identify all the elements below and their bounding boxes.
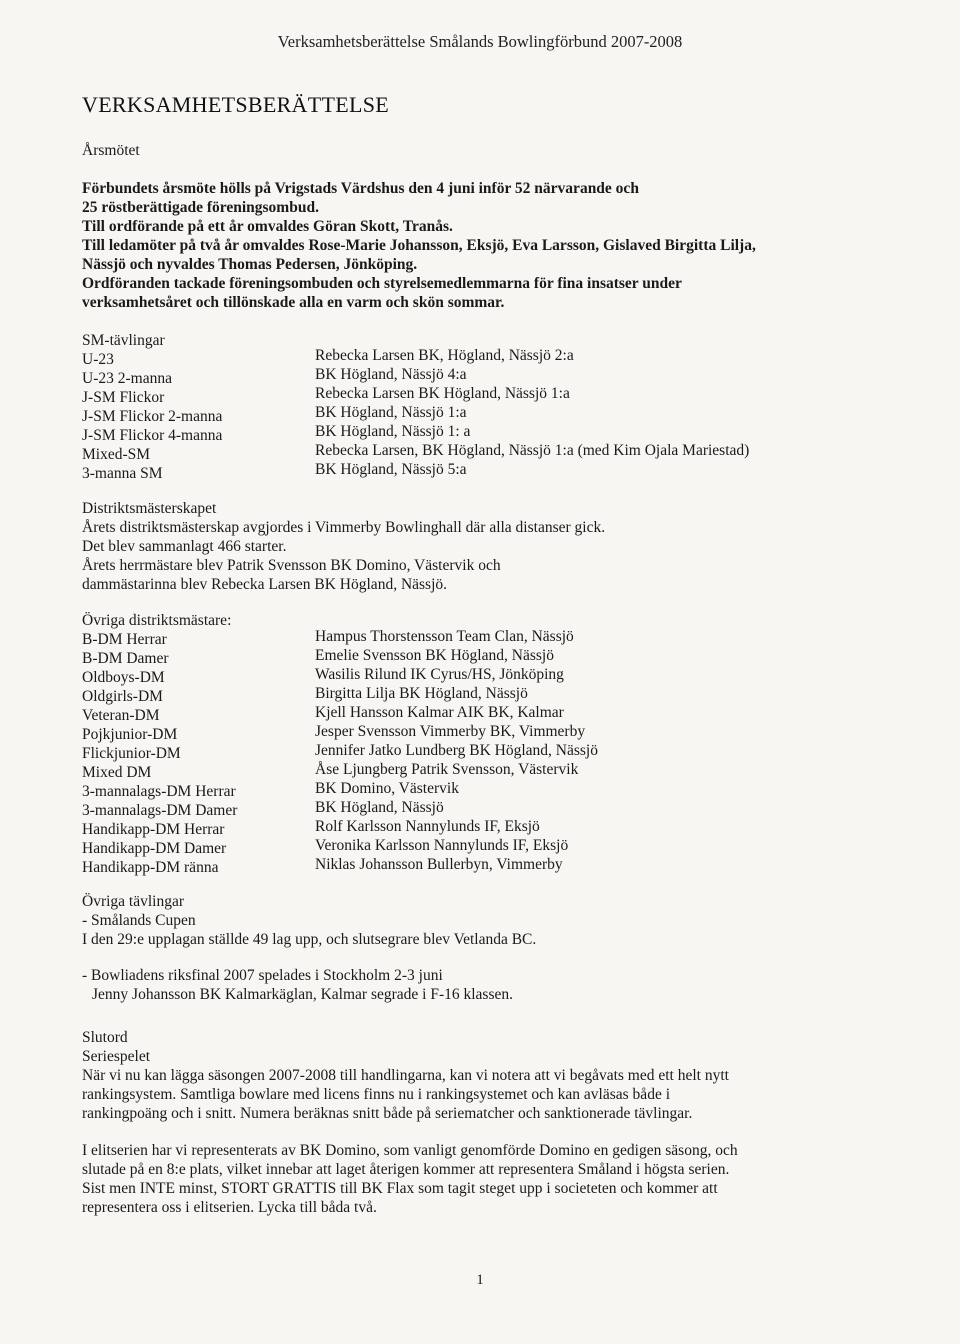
dm-event: Flickjunior-DM [82, 745, 181, 762]
dm-event: Handikapp-DM Herrar [82, 821, 225, 838]
dm-event: Veteran-DM [82, 707, 160, 724]
arsmotet-line: Ordföranden tackade föreningsombuden och styrelsemedlemmarna för fina insatser under [82, 275, 682, 292]
sm-event: J-SM Flickor 4-manna [82, 427, 223, 444]
sm-result: BK Högland, Nässjö 1: a [315, 423, 471, 440]
dm-winner: Birgitta Lilja BK Högland, Nässjö [315, 685, 528, 702]
dm-event: B-DM Damer [82, 650, 169, 667]
dm-winner: Emelie Svensson BK Högland, Nässjö [315, 647, 554, 664]
page-number: 1 [476, 1272, 484, 1288]
dm-event: Handikapp-DM ränna [82, 859, 219, 876]
dm-event: Oldgirls-DM [82, 688, 163, 705]
dm-winner: BK Högland, Nässjö [315, 799, 444, 816]
document-title: VERKSAMHETSBERÄTTELSE [82, 92, 389, 117]
distrikt-heading: Distriktsmästerskapet [82, 500, 217, 517]
sm-result: BK Högland, Nässjö 5:a [315, 461, 467, 478]
sm-event: J-SM Flickor 2-manna [82, 408, 223, 425]
dm-event: 3-mannalags-DM Damer [82, 802, 238, 819]
smalands-cupen-title: - Smålands Cupen [82, 912, 196, 929]
arsmotet-line: 25 röstberättigade föreningsombud. [82, 199, 319, 216]
dm-winner: Jennifer Jatko Lundberg BK Högland, Nässjö [315, 742, 598, 759]
distrikt-line: dammästarinna blev Rebecka Larsen BK Högland, Nässjö. [82, 576, 448, 593]
arsmotet-line: verksamhetsåret och tillönskade alla en varm och skön sommar. [82, 294, 505, 311]
sm-event: U-23 2-manna [82, 370, 172, 387]
elitserien-paragraph-line: slutade på en 8:e plats, vilket innebar att laget återigen kommer att representera Småland i högsta serien. [82, 1161, 730, 1178]
dm-event: Handikapp-DM Damer [82, 840, 227, 857]
slutord-paragraph-line: När vi nu kan lägga säsongen 2007-2008 till handlingarna, kan vi notera att vi begåvats med ett helt nytt [82, 1067, 729, 1084]
sm-result: BK Högland, Nässjö 1:a [315, 404, 467, 421]
distrikt-line: Årets distriktsmästerskap avgjordes i Vimmerby Bowlinghall där alla distanser gick. [82, 519, 606, 536]
riksfinal-line: - Bowliadens riksfinal 2007 spelades i Stockholm 2-3 juni [82, 967, 443, 984]
slutord-paragraph-line: rankingsystem. Samtliga bowlare med licens finns nu i rankingsystemet och kan avläsas både i [82, 1086, 671, 1103]
sm-event: 3-manna SM [82, 465, 163, 482]
distrikt-line: Det blev sammanlagt 466 starter. [82, 538, 287, 555]
ovriga-tavlingar-heading: Övriga tävlingar [82, 893, 185, 910]
sm-heading: SM-tävlingar [82, 332, 165, 349]
dm-winner: Åse Ljungberg Patrik Svensson, Västervik [315, 761, 579, 778]
dm-winner: Wasilis Rilund IK Cyrus/HS, Jönköping [315, 666, 564, 683]
dm-winner: Niklas Johansson Bullerbyn, Vimmerby [315, 856, 563, 873]
dm-winner: Veronika Karlsson Nannylunds IF, Eksjö [315, 837, 569, 854]
dm-winner: Jesper Svensson Vimmerby BK, Vimmerby [315, 723, 586, 740]
sm-event: J-SM Flickor [82, 389, 165, 406]
sm-result: BK Högland, Nässjö 4:a [315, 366, 467, 383]
slutord-heading: Slutord [82, 1029, 128, 1046]
sm-event: Mixed-SM [82, 446, 151, 463]
elitserien-paragraph-line: representera oss i elitserien. Lycka till båda två. [82, 1199, 377, 1216]
dm-event: Pojkjunior-DM [82, 726, 178, 743]
sm-event: U-23 [82, 351, 114, 368]
sm-result: Rebecka Larsen BK Högland, Nässjö 1:a [315, 385, 570, 402]
dm-event: 3-mannalags-DM Herrar [82, 783, 236, 800]
ovriga-dm-heading: Övriga distriktsmästare: [82, 612, 232, 629]
sm-result: Rebecka Larsen, BK Högland, Nässjö 1:a (med Kim Ojala Mariestad) [315, 442, 750, 459]
dm-event: Mixed DM [82, 764, 152, 781]
arsmotet-line: Förbundets årsmöte hölls på Vrigstads Värdshus den 4 juni inför 52 närvarande och [82, 180, 639, 197]
slutord-paragraph-line: rankingpoäng och i snitt. Numera beräknas snitt både på seriematcher och sanktionerade tävlingar. [82, 1105, 693, 1122]
smalands-cupen-text: I den 29:e upplagan ställde 49 lag upp, och slutsegrare blev Vetlanda BC. [82, 931, 537, 948]
arsmotet-line: Nässjö och nyvaldes Thomas Pedersen, Jönköping. [82, 256, 418, 273]
elitserien-paragraph-line: I elitserien har vi representerats av BK Domino, som vanligt genomförde Domino en gedigen säsong, och [82, 1142, 738, 1159]
riksfinal-winner-line: Jenny Johansson BK Kalmarkäglan, Kalmar segrade i F-16 klassen. [92, 986, 513, 1003]
dm-winner: BK Domino, Västervik [315, 780, 459, 797]
seriespelet-subheading: Seriespelet [82, 1048, 151, 1065]
dm-event: Oldboys-DM [82, 669, 165, 686]
running-header: Verksamhetsberättelse Smålands Bowlingförbund 2007-2008 [277, 32, 683, 51]
dm-event: B-DM Herrar [82, 631, 167, 648]
dm-winner: Rolf Karlsson Nannylunds IF, Eksjö [315, 818, 540, 835]
dm-winner: Hampus Thorstensson Team Clan, Nässjö [315, 628, 574, 645]
elitserien-paragraph-line: Sist men INTE minst, STORT GRATTIS till BK Flax som tagit steget upp i societeten och kommer att [82, 1180, 718, 1197]
sm-result: Rebecka Larsen BK, Högland, Nässjö 2:a [315, 347, 574, 364]
arsmotet-line: Till ordförande på ett år omvaldes Göran Skott, Tranås. [82, 218, 453, 235]
arsmotet-heading: Årsmötet [82, 142, 140, 159]
distrikt-line: Årets herrmästare blev Patrik Svensson BK Domino, Västervik och [82, 557, 501, 574]
dm-winner: Kjell Hansson Kalmar AIK BK, Kalmar [315, 704, 564, 721]
arsmotet-line: Till ledamöter på två år omvaldes Rose-Marie Johansson, Eksjö, Eva Larsson, Gislaved Birgitta Lilja, [82, 237, 756, 254]
